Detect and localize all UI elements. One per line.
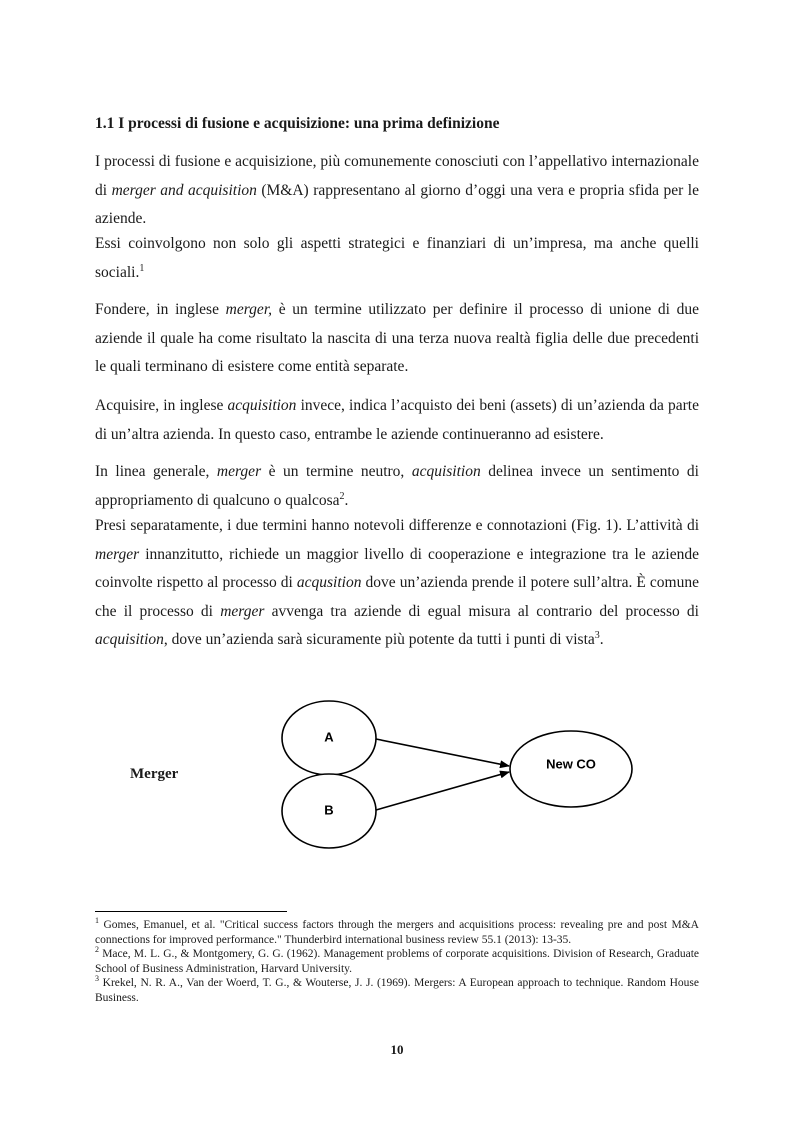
text: , dove un’azienda sarà sicuramente più potente da tutti i punti di vista (163, 631, 595, 648)
text: (M&A) rappresentano al giorno d’oggi una vera e propria sfida per le aziende. (95, 181, 699, 227)
text: . (599, 631, 604, 648)
text: avvenga tra aziende di egual misura al contrario del processo di (264, 602, 699, 620)
footnote-separator (95, 911, 287, 912)
footnote (95, 918, 699, 947)
text: Acquisire, in inglese (95, 397, 228, 414)
paragraph-general (95, 458, 699, 515)
diagram-label: Merger (130, 766, 179, 782)
node-newco-label: New CO (546, 756, 596, 772)
italic-term: merger and acquisition (111, 181, 257, 199)
text: invece, indica l’acquisto dei beni (assets) di un’azienda da parte di un’altra azienda. In questo caso, entrambe le aziende continueranno ad esistere. (95, 397, 699, 443)
italic-term: merger (216, 463, 262, 480)
text: Essi coinvolgono non solo gli aspetti strategici e finanziari di un’impresa, ma anche quelli sociali. (95, 235, 699, 281)
footnote-ref: 1 (139, 262, 145, 274)
footnote-number: 1 (95, 916, 99, 926)
text: è un termine utilizzato per definire il processo di unione di due aziende il quale ha come risultato la nascita di una terza nuova realtà figlia delle due precedenti le quali terminano di esistere come entità separate. (95, 301, 699, 375)
text: innanzitutto, richiede un maggior livello di cooperazione e integrazione tra le aziende coinvolte rispetto al processo di (95, 545, 699, 591)
footnotes (95, 918, 699, 1005)
merger-diagram-svg (0, 690, 794, 890)
footnote-text: Mace, M. L. G., & Montgomery, G. G. (1962). Management problems of corporate acquisitions. Division of Research, Graduate School of Business Administration, Harvard University. (95, 948, 700, 975)
italic-term: merger (220, 602, 265, 620)
text: In linea generale, (95, 463, 217, 480)
footnote-number: 3 (95, 974, 99, 984)
node-b-label: B (324, 802, 334, 818)
footnote-ref: 3 (594, 629, 600, 641)
italic-term: merger, (225, 301, 273, 318)
arrow-a-to-new (376, 739, 509, 766)
node-a-label: A (324, 729, 334, 745)
paragraph-merger-definition (95, 296, 699, 382)
paragraph-acquisition-definition (95, 392, 699, 449)
page-number: 10 (390, 1042, 404, 1057)
italic-term: acquisition (411, 463, 481, 480)
section-heading: 1.1 I processi di fusione e acquisizione: una prima definizione (95, 115, 500, 132)
paragraph-aspects (95, 230, 699, 287)
footnote-number: 2 (95, 945, 99, 955)
text: Fondere, in inglese (95, 301, 226, 318)
arrow-b-to-new (376, 772, 509, 810)
italic-term: acquisition (227, 397, 297, 414)
text: dove un’azienda prende il potere sull’altra. È comune che il processo di (95, 574, 699, 620)
text: delinea invece un sentimento di appropriamento di qualcuno o qualcosa (95, 463, 699, 509)
footnote-text: Gomes, Emanuel, et al. "Critical success factors through the mergers and acquisitions process: revealing pre and post M&A connections for improved performance." Thunderbird international business review 55.1 (2013): 13-35. (95, 919, 699, 946)
footnote (95, 947, 699, 976)
paragraph-ma-intro (95, 148, 699, 234)
text: . (344, 491, 349, 509)
text: Presi separatamente, i due termini hanno notevoli differenze e connotazioni (Fig. 1). L’attività di (95, 517, 699, 534)
footnote-ref: 2 (339, 490, 345, 502)
paragraph-differences (95, 512, 699, 655)
italic-term: acquisition (95, 631, 164, 648)
text: è un termine neutro, (261, 463, 412, 480)
text: I processi di fusione e acquisizione, più comunemente conosciuti con l’appellativo internazionale di (95, 153, 699, 199)
merger-diagram (0, 690, 794, 890)
italic-term: merger (95, 545, 140, 563)
italic-term: acqusition (296, 574, 362, 591)
footnote (95, 976, 699, 1005)
footnote-text: Krekel, N. R. A., Van der Woerd, T. G., & Wouterse, J. J. (1969). Mergers: A European approach to technique. Random House Business. (95, 977, 699, 1004)
